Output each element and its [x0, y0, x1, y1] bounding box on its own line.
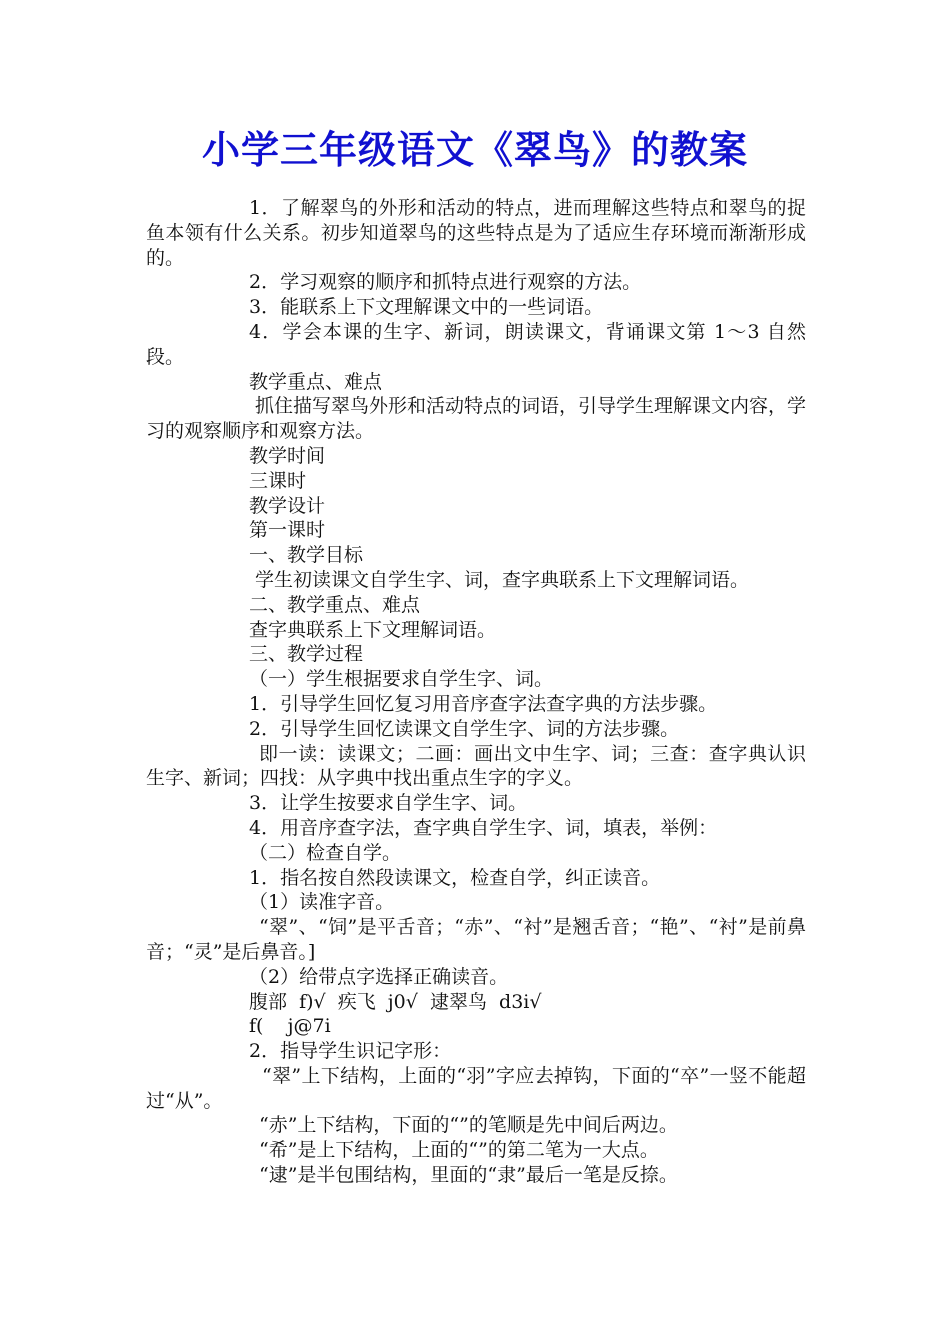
section-heading: 第一课时	[249, 519, 326, 542]
document-title: 小学三年级语文《翠鸟》的教案	[201, 128, 748, 172]
paragraph: （2）给带点字选择正确读音。	[249, 965, 509, 988]
paragraph: 学生初读课文自学生字、词，查字典联系上下文理解词语。	[255, 568, 750, 591]
paragraph: “逮”是半包围结构，里面的“隶”最后一笔是反捺。	[259, 1164, 678, 1187]
paragraph: 2．指导学生识记字形：	[249, 1040, 452, 1063]
paragraph: “赤”上下结构，下面的“”的笔顺是先中间后两边。	[259, 1114, 678, 1137]
paragraph: 抓住描写翠鸟外形和活动特点的词语，引导学生理解课文内容，学习的观察顺序和观察方法。	[146, 395, 807, 443]
paragraph: “希”是上下结构，上面的“”的第二笔为一大点。	[259, 1139, 659, 1162]
section-heading: 一、教学目标	[249, 544, 364, 567]
section-heading: 三、教学过程	[249, 643, 364, 666]
paragraph: 4．学会本课的生字、新词，朗读课文，背诵课文第 1～3 自然段。	[146, 320, 806, 368]
paragraph: 三课时	[249, 469, 307, 492]
paragraph: 3．能联系上下文理解课文中的一些词语。	[249, 296, 604, 319]
document-body	[146, 196, 806, 1188]
section-heading: 教学设计	[249, 494, 326, 517]
paragraph: 2．学习观察的顺序和抓特点进行观察的方法。	[249, 271, 642, 294]
paragraph: “翠”上下结构，上面的“羽”字应去掉钩，下面的“卒”一竖不能超过“从”。	[146, 1064, 806, 1112]
paragraph: （1）读准字音。	[249, 891, 395, 914]
section-heading: 教学时间	[249, 444, 326, 467]
paragraph: “翠”、“饲”是平舌音；“赤”、“衬”是翘舌音；“艳”、“衬”是前鼻音；“灵”是后鼻音。]	[146, 916, 806, 963]
section-heading: 教学重点、难点	[249, 370, 383, 393]
paragraph: 1．指名按自然段读课文，检查自学，纠正读音。	[249, 866, 661, 889]
paragraph: （一）学生根据要求自学生字、词。	[249, 668, 554, 691]
paragraph: f( j@7i	[249, 1015, 331, 1038]
paragraph: 1．了解翠鸟的外形和活动的特点，进而理解这些特点和翠鸟的捉鱼本领有什么关系。初步知道翠鸟的这些特点是为了适应生存环境而渐渐形成的。	[146, 197, 806, 269]
paragraph: 4．用音序查字法，查字典自学生字、词，填表，举例：	[249, 816, 718, 839]
section-heading: 二、教学重点、难点	[249, 593, 421, 616]
paragraph: 即一读：读课文；二画：画出文中生字、词；三查：查字典认识生字、新词；四找：从字典中找出重点生字的字义。	[146, 742, 806, 790]
paragraph: 1．引导学生回忆复习用音序查字法查字典的方法步骤。	[249, 692, 718, 715]
paragraph: 3．让学生按要求自学生字、词。	[249, 792, 528, 815]
paragraph: 腹部 f)√ 疾飞 j0√ 逮翠鸟 d3i√	[249, 990, 542, 1013]
paragraph: （二）检查自学。	[249, 841, 402, 864]
paragraph: 查字典联系上下文理解词语。	[249, 618, 497, 641]
paragraph: 2．引导学生回忆读课文自学生字、词的方法步骤。	[249, 717, 680, 740]
